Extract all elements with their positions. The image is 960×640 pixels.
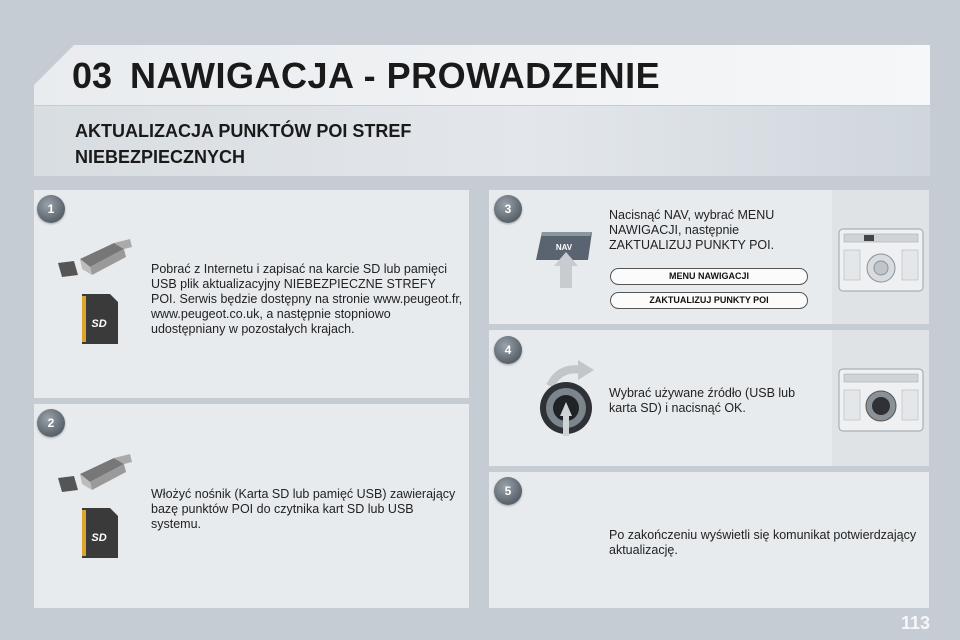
sd-card-icon [80, 508, 118, 558]
radio-unit-icon [838, 368, 924, 432]
section-title: AKTUALIZACJA PUNKTÓW POI STREF NIEBEZPIECZNYCH [75, 121, 412, 167]
menu-item-menu-nawigacji[interactable]: MENU NAWIGACJI [610, 268, 808, 285]
step-5-badge: 5 [494, 477, 522, 505]
page-number: 113 [900, 613, 930, 633]
chapter-number: 03 [72, 55, 113, 96]
step-3-text: Nacisnąć NAV, wybrać MENU NAWIGACJI, następnie ZAKTUALIZUJ PUNKTY POI. [609, 208, 775, 252]
nav-button-icon [532, 230, 596, 290]
menu-item-zaktualizuj-punkty-poi[interactable]: ZAKTUALIZUJ PUNKTY POI [610, 292, 808, 309]
step-2-badge: 2 [37, 409, 65, 437]
sd-card-label: SD [91, 532, 107, 544]
step-4-text: Wybrać używane źródło (USB lub karta SD) i nacisnąć OK. [609, 386, 796, 415]
step-1-text: Pobrać z Internetu i zapisać na karcie SD lub pamięci USB plik aktualizacyjny NIEBEZPIECZNE STREFY POI. Serwis będzie dostępny na stronie www.peugeot.fr, www.peugeot.co.uk, a następnie stopniowo udostępniany w pozostałych krajach. [151, 262, 463, 336]
sd-card-label: SD [91, 318, 107, 330]
sd-card-icon [80, 294, 118, 344]
chapter-title: NAWIGACJA - PROWADZENIE [130, 55, 661, 96]
step-2-text: Włożyć nośnik (Karta SD lub pamięć USB) zawierający bazę punktów POI do czytnika kart SD lub USB systemu. [151, 487, 456, 531]
step-5-text: Po zakończeniu wyświetli się komunikat potwierdzający aktualizację. [609, 528, 917, 557]
nav-button-label: NAV [555, 243, 573, 252]
rotary-knob-icon [536, 358, 608, 442]
radio-unit-icon [838, 228, 924, 292]
usb-stick-icon [54, 452, 134, 498]
step-3-badge: 3 [494, 195, 522, 223]
usb-stick-icon [54, 237, 134, 283]
step-1-badge: 1 [37, 195, 65, 223]
step-4-badge: 4 [494, 336, 522, 364]
